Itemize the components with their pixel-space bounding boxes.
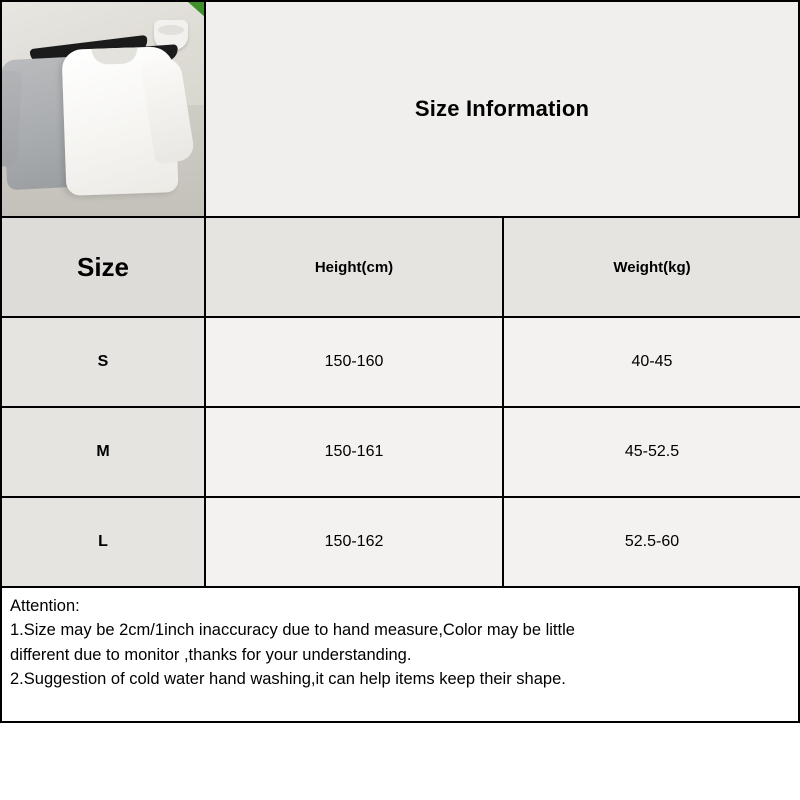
footer-blank-area	[0, 723, 800, 787]
cell-weight: 40-45	[503, 317, 800, 407]
cell-weight: 45-52.5	[503, 407, 800, 497]
column-header-size: Size	[1, 217, 205, 317]
cell-height: 150-162	[205, 497, 503, 587]
column-header-weight: Weight(kg)	[503, 217, 800, 317]
attention-line-3: 2.Suggestion of cold water hand washing,it can help items keep their shape.	[10, 670, 566, 689]
white-shirt	[61, 46, 178, 196]
page-title: Size Information	[414, 96, 590, 121]
product-photo	[2, 2, 206, 216]
header-row	[0, 0, 800, 216]
attention-line-2: different due to monitor ,thanks for your understanding.	[10, 645, 412, 664]
title-cell	[206, 2, 798, 216]
cell-height: 150-160	[205, 317, 503, 407]
attention-line-1: 1.Size may be 2cm/1inch inaccuracy due to hand measure,Color may be little	[10, 621, 575, 640]
table-row	[1, 407, 800, 497]
cell-size: L	[1, 497, 205, 587]
cell-weight: 52.5-60	[503, 497, 800, 587]
table-row	[1, 497, 800, 587]
attention-block	[0, 588, 800, 723]
size-table	[0, 216, 800, 588]
column-header-height: Height(cm)	[205, 217, 503, 317]
cell-height: 150-161	[205, 407, 503, 497]
table-row	[1, 317, 800, 407]
cell-size: S	[1, 317, 205, 407]
table-header-row	[1, 217, 800, 317]
attention-title: Attention:	[10, 597, 80, 615]
cell-size: M	[1, 407, 205, 497]
